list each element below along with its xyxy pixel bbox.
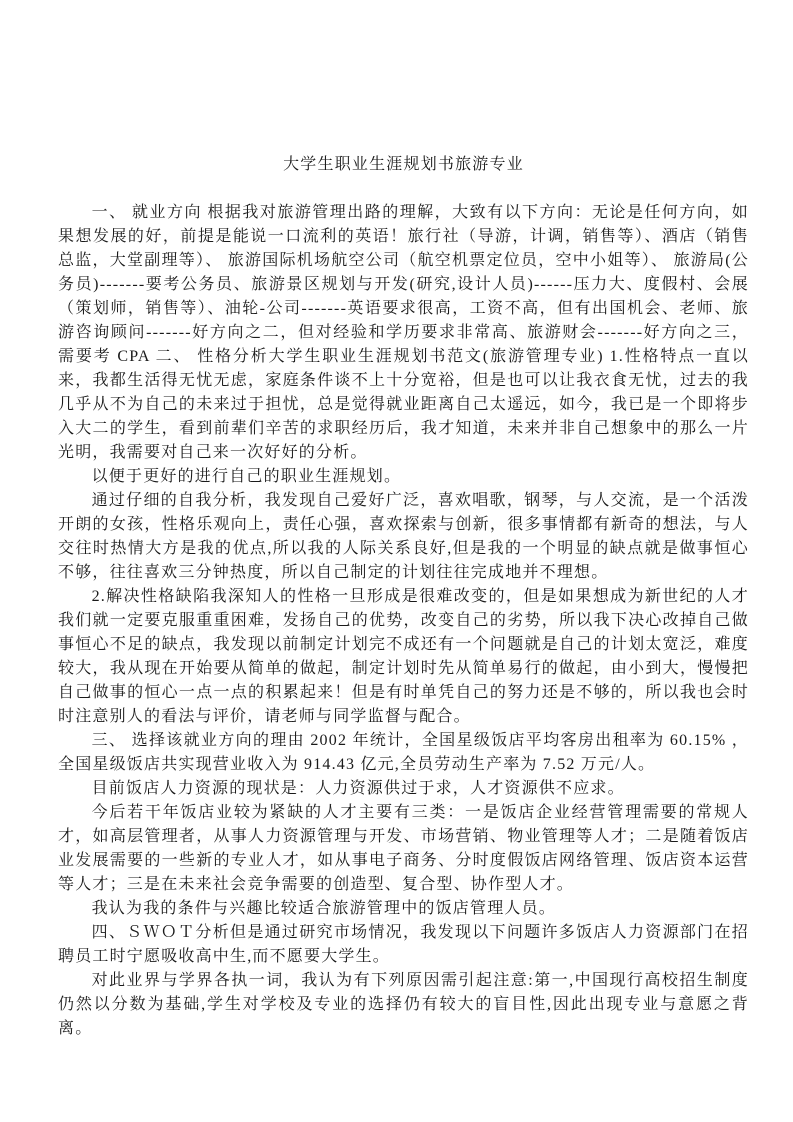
paragraph-self-analysis: 通过仔细的自我分析，我发现自己爱好广泛，喜欢唱歌，钢琴，与人交流，是一个活泼开朗的女孩，性格乐观向上，责任心强，喜欢探索与创新，很多事情都有新奇的想法，与人交往时热情大方是我的优点,所以我的人际关系良好,但是我的一个明显的缺点就是做事恒心不够，往往喜欢三分钟热度，所以自己制定的计划往往完成地并不理想。 xyxy=(58,492,749,581)
paragraph-self-suitability: 我认为我的条件与兴趣比较适合旅游管理中的饭店管理人员。 xyxy=(91,900,556,917)
paragraph-overcome-weakness: 2.解决性格缺陷我深知人的性格一旦形成是很难改变的，但是如果想成为新世纪的人才我们就一定要克服重重困难，发扬自己的优势，改变自己的劣势，所以我下决心改掉自己做事恒心不足的缺点，我发现以前制定计划完不成还有一个问题就是自己的计划太宽泛，难度较大，我从现在开始要从简单的做起，制定计划时先从简单易行的做起，由小到大，慢慢把自己做事的恒心一点一点的积累起来！但是有时单凭自己的努力还是不够的，所以我也会时时注意别人的看法与评价，请老师与同学监督与配合。 xyxy=(58,588,749,725)
paragraph-reason-statistics: 三、 选择该就业方向的理由 2002 年统计，全国星级饭店平均客房出租率为 60.15% ，全国星级饭店共实现营业收入为 914.43 亿元,全员劳动生产率为 7.52 万元/人。 xyxy=(58,732,749,773)
document-title: 大学生职业生涯规划书旅游专业 xyxy=(283,156,524,173)
paragraph-reasons-attention: 对此业界与学界各执一词，我认为有下列原因需引起注意:第一,中国现行高校招生制度仍然以分数为基础,学生对学校及专业的选择仍有较大的盲目性,因此出现专业与意愿之背离。 xyxy=(58,972,749,1037)
paragraph-career-planning-purpose: 以便于更好的进行自己的职业生涯规划。 xyxy=(91,468,402,485)
title-body-spacer xyxy=(58,177,749,201)
paragraph-employment-direction: 一、 就业方向 根据我对旅游管理出路的理解，大致有以下方向：无论是任何方向，如果想发展的好，前提是能说一口流利的英语！旅行社（导游，计调，销售等）、酒店（销售总监，大堂副理等）、 旅游国际机场航空公司（航空机票定位员，空中小姐等）、 旅游局(公务员)-------要考公务员、旅游景区规划与开发(研究,设计人员)------压力大、度假村、会展（策划师，销售等）、油轮-公司-------英语要求很高，工资不高，但有出国机会、老师、旅游咨询顾问-------好方向之二，但对经验和学历要求非常高、旅游财会-------好方向之三，需要考 CPA 二、 性格分析大学生职业生涯规划书范文(旅游管理专业) 1.性格特点一直以来，我都生活得无忧无虑，家庭条件谈不上十分宽裕，但是也可以让我衣食无忧，过去的我几乎从不为自己的未来过于担忧，总是觉得就业距离自己太遥远，如今，我已是一个即将步入大二的学生，看到前辈们辛苦的求职经历后，我才知道，未来并非自己想象中的那么一片光明，我需要对自己来一次好好的分析。 xyxy=(58,204,749,461)
paragraph-swot-analysis: 四、ＳＷＯＴ分析但是通过研究市场情况，我发现以下问题许多饭店人力资源部门在招聘员工时宁愿吸收高中生,而不愿要大学生。 xyxy=(58,924,749,965)
paragraph-talent-types: 今后若干年饭店业较为紧缺的人才主要有三类：一是饭店企业经营管理需要的常规人才，如高层管理者，从事人力资源管理与开发、市场营销、物业管理等人才；二是随着饭店业发展需要的一些新的专业人才，如从事电子商务、分时度假饭店网络管理、饭店资本运营等人才；三是在未来社会竞争需要的创造型、复合型、协作型人才。 xyxy=(58,804,749,893)
paragraph-hr-status: 目前饭店人力资源的现状是：人力资源供过于求，人才资源供不应求。 xyxy=(91,780,625,797)
